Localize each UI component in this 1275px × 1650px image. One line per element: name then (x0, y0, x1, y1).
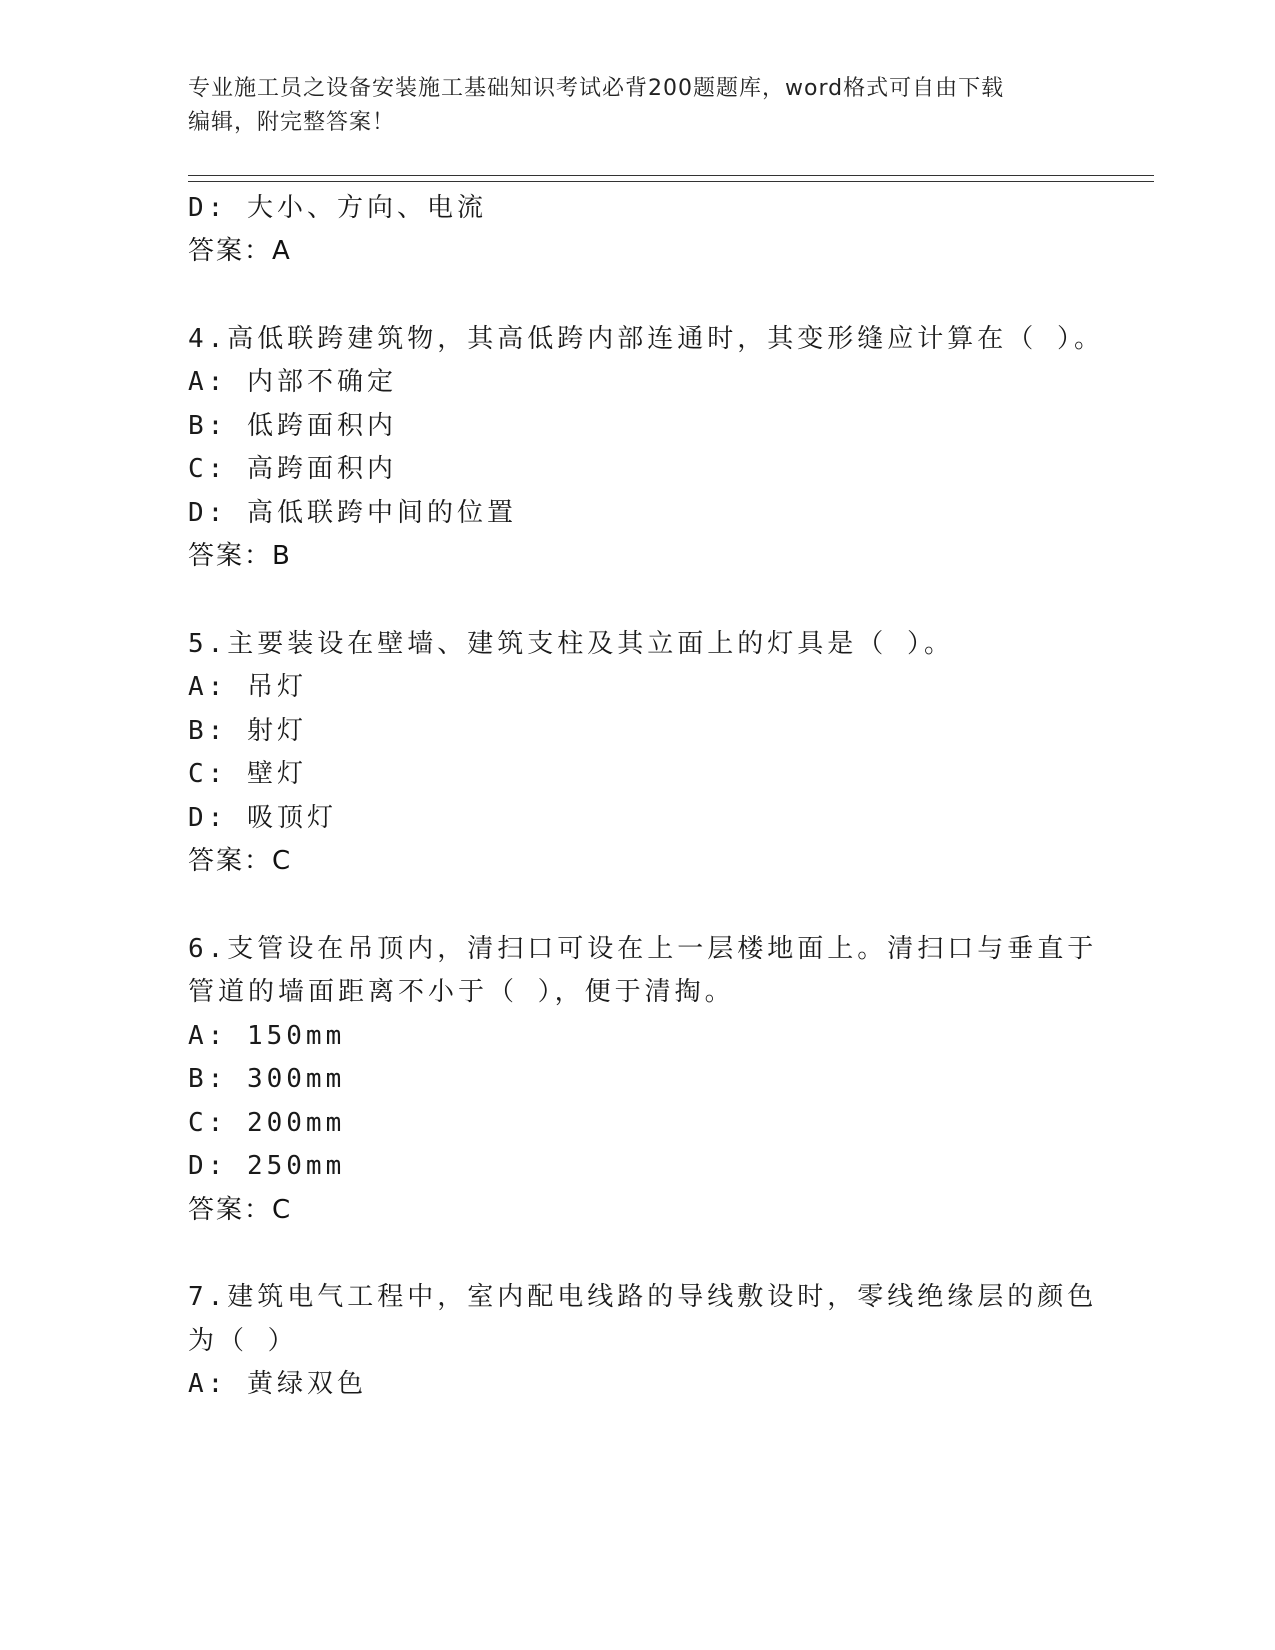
header-title-line2: 编辑，附完整答案！ (188, 110, 396, 135)
q5-option-d: D: 吸顶灯 (188, 803, 337, 833)
q6-answer: 答案：C (188, 1195, 293, 1225)
header-title-line1: 专业施工员之设备安装施工基础知识考试必背200题题库，word格式可自由下载 (188, 76, 1005, 101)
q5-answer: 答案：C (188, 846, 293, 876)
q5-option-b: B: 射灯 (188, 716, 307, 746)
q5-option-c: C: 壁灯 (188, 759, 307, 789)
q6-option-c: C: 200mm (188, 1108, 346, 1138)
q5-option-a: A: 吊灯 (188, 672, 307, 702)
q4-answer: 答案：B (188, 541, 292, 571)
q5-stem: 5.主要装设在壁墙、建筑支柱及其立面上的灯具是（ ）。 (188, 629, 954, 659)
q7-stem-line1: 7.建筑电气工程中，室内配电线路的导线敷设时，零线绝缘层的颜色 (188, 1282, 1098, 1312)
q6-option-d: D: 250mm (188, 1151, 346, 1181)
q7-stem-line2: 为（ ） (188, 1326, 298, 1356)
q6-option-a: A: 150mm (188, 1021, 346, 1051)
q6-option-b: B: 300mm (188, 1064, 346, 1094)
q4-option-c: C: 高跨面积内 (188, 454, 397, 484)
q4-stem: 4.高低联跨建筑物，其高低跨内部连通时，其变形缝应计算在（ ）。 (188, 324, 1104, 354)
q7-option-a: A: 黄绿双色 (188, 1369, 367, 1399)
q4-option-b: B: 低跨面积内 (188, 411, 397, 441)
header-divider-top (188, 175, 1154, 176)
header-divider-bottom (188, 181, 1154, 182)
q6-stem-line2: 管道的墙面距离不小于（ ），便于清掏。 (188, 977, 735, 1007)
document-header (188, 72, 1068, 140)
q6-stem-line1: 6.支管设在吊顶内，清扫口可设在上一层楼地面上。清扫口与垂直于 (188, 934, 1098, 964)
prev-answer: 答案：A (188, 236, 292, 266)
q4-option-d: D: 高低联跨中间的位置 (188, 498, 517, 528)
q4-option-a: A: 内部不确定 (188, 367, 397, 397)
prev-option-d: D: 大小、方向、电流 (188, 193, 487, 223)
